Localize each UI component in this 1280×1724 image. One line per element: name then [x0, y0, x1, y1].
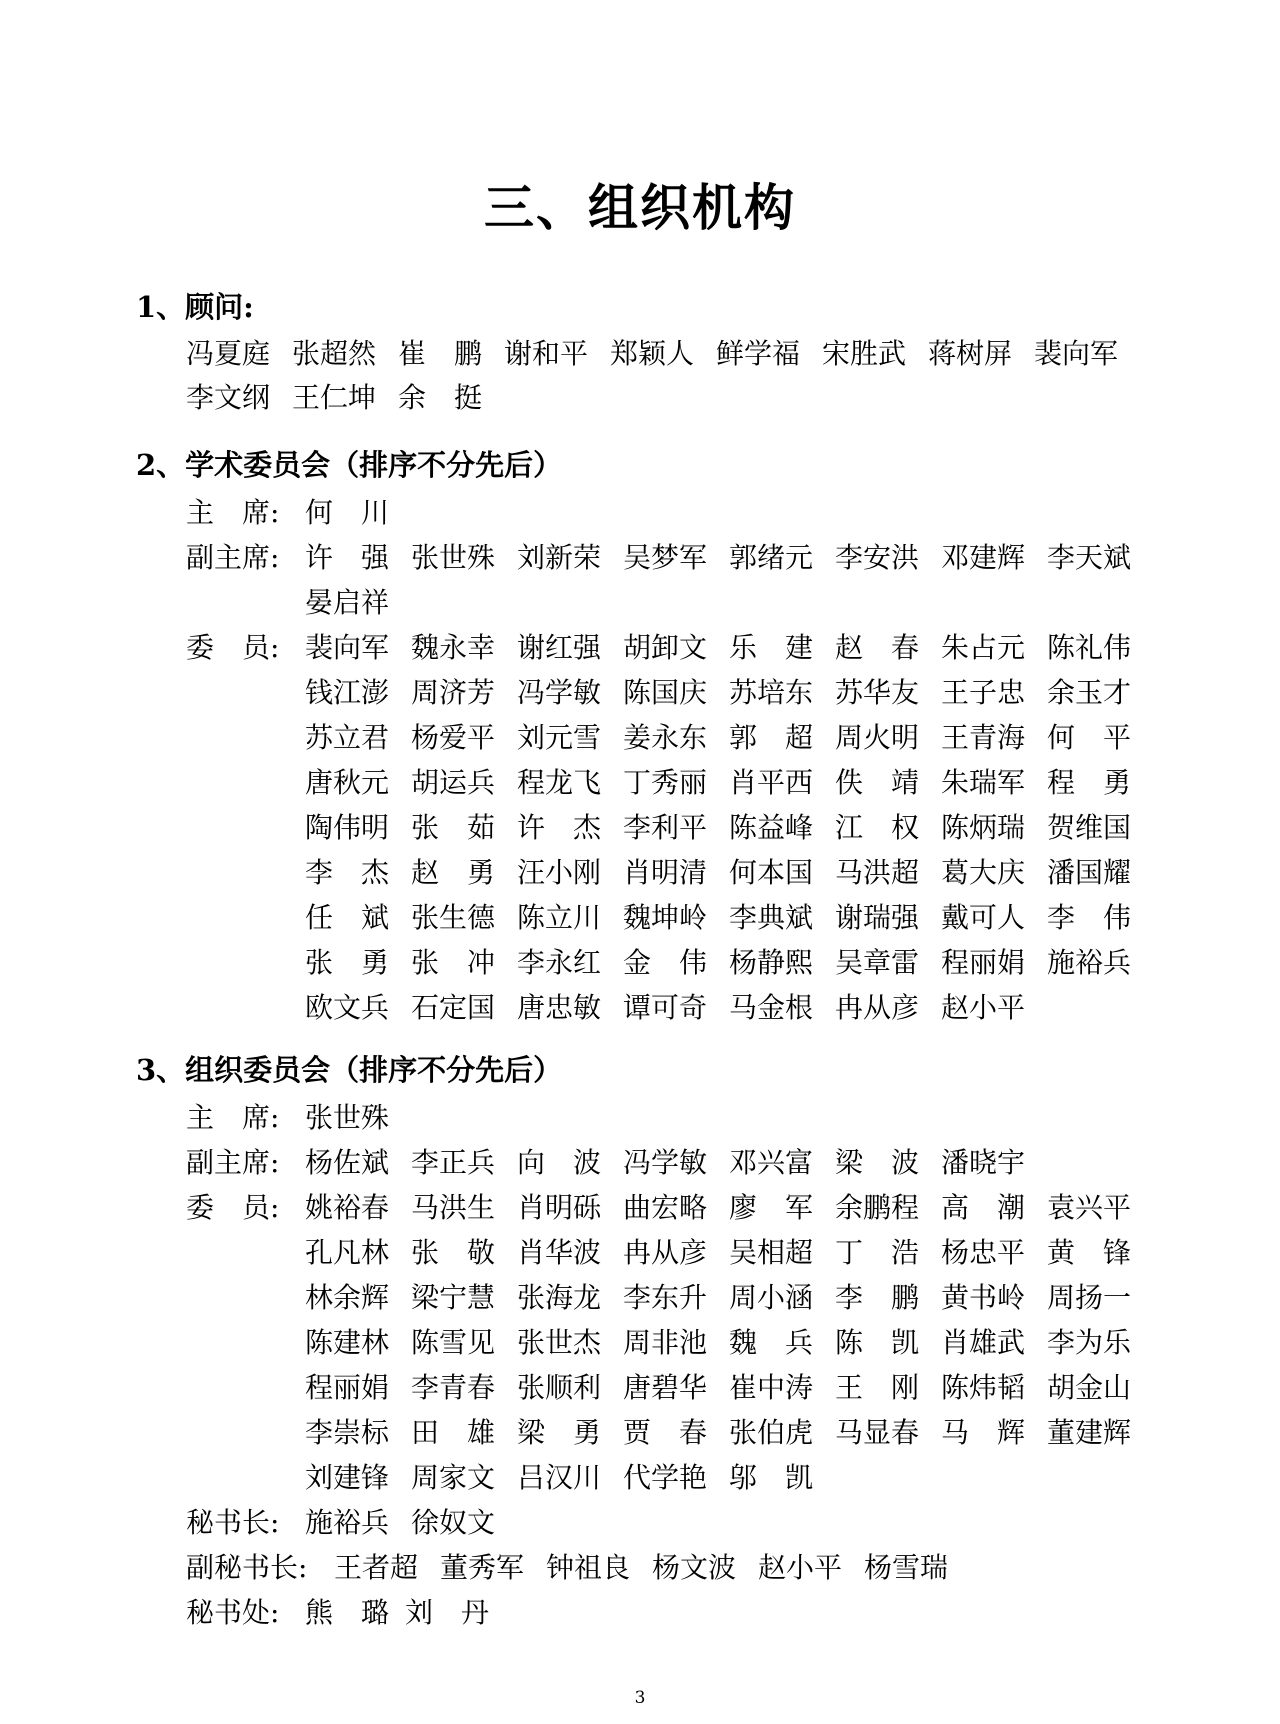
- person-name: 许 强: [305, 541, 390, 574]
- person-name: 谢瑞强: [835, 901, 920, 934]
- members-row: [305, 853, 1153, 893]
- vice-chair-label: 副主席:: [186, 1146, 280, 1179]
- person-name: 任 斌: [305, 901, 390, 934]
- person-name: 谢和平: [504, 337, 589, 370]
- person-name: 李天斌: [1047, 541, 1132, 574]
- person-name: 姜永东: [623, 721, 708, 754]
- vice-chair-row: [305, 583, 411, 623]
- person-name: 丁 浩: [835, 1236, 920, 1269]
- person-name: 冯学敏: [517, 676, 602, 709]
- person-name: 代学艳: [623, 1461, 708, 1494]
- person-name: 马洪超: [835, 856, 920, 889]
- person-name: 马 辉: [941, 1416, 1026, 1449]
- person-name: 张 敬: [411, 1236, 496, 1269]
- chair-label: 主 席:: [186, 1101, 280, 1134]
- person-name: 廖 军: [729, 1191, 814, 1224]
- person-name: 肖明清: [623, 856, 708, 889]
- person-name: 李利平: [623, 811, 708, 844]
- person-name: 许 杰: [517, 811, 602, 844]
- person-name: 唐忠敏: [517, 991, 602, 1024]
- person-name: 李为乐: [1047, 1326, 1132, 1359]
- person-name: 高 潮: [941, 1191, 1026, 1224]
- person-name: 冉从彦: [835, 991, 920, 1024]
- members-label: 委 员:: [186, 1191, 280, 1224]
- person-name: 唐碧华: [623, 1371, 708, 1404]
- person-name: 李安洪: [835, 541, 920, 574]
- person-name: 陈炳瑞: [941, 811, 1026, 844]
- person-name: 肖雄武: [941, 1326, 1026, 1359]
- person-name: 崔 鹏: [398, 337, 483, 370]
- members-label: 委 员:: [186, 631, 280, 664]
- person-name: 马金根: [729, 991, 814, 1024]
- person-name: 梁 波: [835, 1146, 920, 1179]
- person-name: 李 杰: [305, 856, 390, 889]
- person-name: 施裕兵: [1047, 946, 1132, 979]
- members-row: [305, 1233, 1153, 1273]
- person-name: 黄书岭: [941, 1281, 1026, 1314]
- person-name: 郭 超: [729, 721, 814, 754]
- person-name: 肖华波: [517, 1236, 602, 1269]
- person-name: 张超然: [292, 337, 377, 370]
- person-name: 蒋树屏: [928, 337, 1013, 370]
- person-name: 李 鹏: [835, 1281, 920, 1314]
- vice-chair-label: 副主席:: [186, 541, 280, 574]
- person-name: 余鹏程: [835, 1191, 920, 1224]
- person-name: 李典斌: [729, 901, 814, 934]
- person-name: 杨雪瑞: [864, 1551, 949, 1584]
- person-name: 张海龙: [517, 1281, 602, 1314]
- person-name: 谢红强: [517, 631, 602, 664]
- person-name: 曲宏略: [623, 1191, 708, 1224]
- secretary-general-label: 秘书长:: [186, 1506, 280, 1539]
- advisors-row: [186, 378, 504, 418]
- person-name: 苏华友: [835, 676, 920, 709]
- person-name: 苏立君: [305, 721, 390, 754]
- chair-names: [305, 493, 411, 533]
- person-name: 马洪生: [411, 1191, 496, 1224]
- person-name: 梁 勇: [517, 1416, 602, 1449]
- members-row: [305, 628, 1153, 668]
- person-name: 赵 勇: [411, 856, 496, 889]
- person-name: 陈雪见: [411, 1326, 496, 1359]
- person-name: 王青海: [941, 721, 1026, 754]
- person-name: 熊 璐: [305, 1596, 390, 1629]
- person-name: 张 茹: [411, 811, 496, 844]
- person-name: 刘建锋: [305, 1461, 390, 1494]
- person-name: 董建辉: [1047, 1416, 1132, 1449]
- page-title: 三、组织机构: [484, 179, 796, 237]
- person-name: 梁宁慧: [411, 1281, 496, 1314]
- person-name: 朱占元: [941, 631, 1026, 664]
- person-name: 周扬一: [1047, 1281, 1132, 1314]
- person-name: 魏 兵: [729, 1326, 814, 1359]
- person-name: 朱瑞军: [941, 766, 1026, 799]
- chair-label: 主 席:: [186, 496, 280, 529]
- page-number: 3: [634, 1688, 646, 1708]
- person-name: 潘国耀: [1047, 856, 1132, 889]
- person-name: 丁秀丽: [623, 766, 708, 799]
- person-name: 陈益峰: [729, 811, 814, 844]
- person-name: 何本国: [729, 856, 814, 889]
- person-name: 肖明砾: [517, 1191, 602, 1224]
- person-name: 戴可人: [941, 901, 1026, 934]
- members-row: [305, 1458, 835, 1498]
- person-name: 刘元雪: [517, 721, 602, 754]
- person-name: 乐 建: [729, 631, 814, 664]
- person-name: 周小涵: [729, 1281, 814, 1314]
- person-name: 吴梦军: [623, 541, 708, 574]
- person-name: 周家文: [411, 1461, 496, 1494]
- person-name: 钱江澎: [305, 676, 390, 709]
- person-name: 施裕兵: [305, 1506, 390, 1539]
- deputy-secretary-general-label: 副秘书长:: [186, 1551, 308, 1584]
- person-name: 钟祖良: [546, 1551, 631, 1584]
- person-name: 王 刚: [835, 1371, 920, 1404]
- person-name: 何 川: [305, 496, 390, 529]
- person-name: 田 雄: [411, 1416, 496, 1449]
- person-name: 向 波: [517, 1146, 602, 1179]
- members-row: [305, 1188, 1153, 1228]
- secretariat-label: 秘书处:: [186, 1596, 280, 1629]
- vice-chair-row: [305, 538, 1153, 578]
- section-heading-organizing-committee: 3、组织委员会（排序不分先后）: [136, 1053, 563, 1087]
- person-name: 何 平: [1047, 721, 1132, 754]
- person-name: 冯学敏: [623, 1146, 708, 1179]
- person-name: 王者超: [334, 1551, 419, 1584]
- person-name: 程丽娟: [305, 1371, 390, 1404]
- person-name: 袁兴平: [1047, 1191, 1132, 1224]
- person-name: 金 伟: [623, 946, 708, 979]
- person-name: 郑颖人: [610, 337, 695, 370]
- person-name: 胡金山: [1047, 1371, 1132, 1404]
- person-name: 董秀军: [440, 1551, 525, 1584]
- deputy-secretary-general-names: [334, 1548, 970, 1588]
- person-name: 周火明: [835, 721, 920, 754]
- person-name: 黄 锋: [1047, 1236, 1132, 1269]
- person-name: 李崇标: [305, 1416, 390, 1449]
- person-name: 张生德: [411, 901, 496, 934]
- person-name: 余玉才: [1047, 676, 1132, 709]
- person-name: 冉从彦: [623, 1236, 708, 1269]
- person-name: 魏坤岭: [623, 901, 708, 934]
- person-name: 张世殊: [305, 1101, 390, 1134]
- person-name: 胡运兵: [411, 766, 496, 799]
- person-name: 王仁坤: [292, 381, 377, 414]
- members-row: [305, 808, 1153, 848]
- person-name: 赵小平: [758, 1551, 843, 1584]
- person-name: 晏启祥: [305, 586, 390, 619]
- members-row: [305, 763, 1153, 803]
- members-row: [305, 988, 1047, 1028]
- person-name: 张世杰: [517, 1326, 602, 1359]
- person-name: 赵 春: [835, 631, 920, 664]
- vice-chair-row: [305, 1143, 1047, 1183]
- person-name: 李正兵: [411, 1146, 496, 1179]
- person-name: 唐秋元: [305, 766, 390, 799]
- person-name: 贾 春: [623, 1416, 708, 1449]
- person-name: 苏培东: [729, 676, 814, 709]
- person-name: 郭绪元: [729, 541, 814, 574]
- person-name: 程龙飞: [517, 766, 602, 799]
- person-name: 宋胜武: [822, 337, 907, 370]
- person-name: 邓兴富: [729, 1146, 814, 1179]
- person-name: 赵小平: [941, 991, 1026, 1024]
- members-row: [305, 943, 1153, 983]
- person-name: 张顺利: [517, 1371, 602, 1404]
- person-name: 周济芳: [411, 676, 496, 709]
- person-name: 陈 凯: [835, 1326, 920, 1359]
- chair-names: [305, 1098, 411, 1138]
- person-name: 杨佐斌: [305, 1146, 390, 1179]
- person-name: 张 勇: [305, 946, 390, 979]
- person-name: 徐奴文: [411, 1506, 496, 1539]
- person-name: 汪小刚: [517, 856, 602, 889]
- person-name: 杨静熙: [729, 946, 814, 979]
- person-name: 吴章雷: [835, 946, 920, 979]
- person-name: 刘 丹: [405, 1596, 490, 1629]
- person-name: 孔凡林: [305, 1236, 390, 1269]
- person-name: 佚 靖: [835, 766, 920, 799]
- person-name: 林余辉: [305, 1281, 390, 1314]
- person-name: 李东升: [623, 1281, 708, 1314]
- person-name: 张 冲: [411, 946, 496, 979]
- person-name: 余 挺: [398, 381, 483, 414]
- person-name: 姚裕春: [305, 1191, 390, 1224]
- person-name: 王子忠: [941, 676, 1026, 709]
- person-name: 魏永幸: [411, 631, 496, 664]
- person-name: 邬 凯: [729, 1461, 814, 1494]
- person-name: 邓建辉: [941, 541, 1026, 574]
- person-name: 欧文兵: [305, 991, 390, 1024]
- person-name: 潘晓宇: [941, 1146, 1026, 1179]
- members-row: [305, 718, 1153, 758]
- person-name: 刘新荣: [517, 541, 602, 574]
- person-name: 陶伟明: [305, 811, 390, 844]
- person-name: 李文纲: [186, 381, 271, 414]
- person-name: 杨文波: [652, 1551, 737, 1584]
- person-name: 谭可奇: [623, 991, 708, 1024]
- person-name: 周非池: [623, 1326, 708, 1359]
- section-heading-academic-committee: 2、学术委员会（排序不分先后）: [136, 448, 563, 482]
- person-name: 杨爱平: [411, 721, 496, 754]
- person-name: 冯夏庭: [186, 337, 271, 370]
- person-name: 江 权: [835, 811, 920, 844]
- person-name: 马显春: [835, 1416, 920, 1449]
- person-name: 张世殊: [411, 541, 496, 574]
- person-name: 裴向军: [305, 631, 390, 664]
- person-name: 吴相超: [729, 1236, 814, 1269]
- person-name: 程丽娟: [941, 946, 1026, 979]
- person-name: 贺维国: [1047, 811, 1132, 844]
- person-name: 陈炜韬: [941, 1371, 1026, 1404]
- person-name: 陈立川: [517, 901, 602, 934]
- person-name: 李 伟: [1047, 901, 1132, 934]
- members-row: [305, 673, 1153, 713]
- members-row: [305, 1413, 1153, 1453]
- person-name: 胡卸文: [623, 631, 708, 664]
- secretary-general-names: [305, 1503, 517, 1543]
- advisors-row: [186, 334, 1140, 374]
- person-name: 葛大庆: [941, 856, 1026, 889]
- person-name: 吕汉川: [517, 1461, 602, 1494]
- person-name: 石定国: [411, 991, 496, 1024]
- person-name: 陈礼伟: [1047, 631, 1132, 664]
- person-name: 肖平西: [729, 766, 814, 799]
- members-row: [305, 1323, 1153, 1363]
- person-name: 裴向军: [1034, 337, 1119, 370]
- person-name: 李青春: [411, 1371, 496, 1404]
- person-name: 李永红: [517, 946, 602, 979]
- person-name: 杨忠平: [941, 1236, 1026, 1269]
- section-heading-advisors: 1、顾问:: [136, 290, 254, 324]
- members-row: [305, 1368, 1153, 1408]
- members-row: [305, 1278, 1153, 1318]
- secretariat-names: [305, 1593, 505, 1633]
- person-name: 鲜学福: [716, 337, 801, 370]
- person-name: 陈建林: [305, 1326, 390, 1359]
- person-name: 程 勇: [1047, 766, 1132, 799]
- person-name: 崔中涛: [729, 1371, 814, 1404]
- members-row: [305, 898, 1153, 938]
- person-name: 张伯虎: [729, 1416, 814, 1449]
- person-name: 陈国庆: [623, 676, 708, 709]
